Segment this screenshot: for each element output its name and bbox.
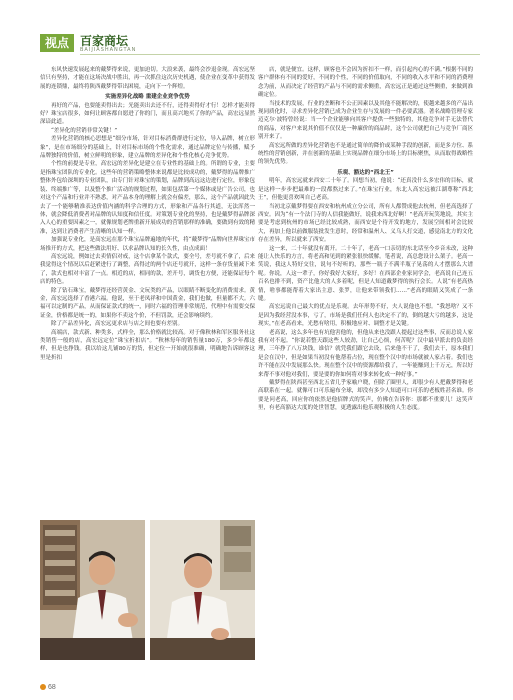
photo-speaking-image	[40, 520, 145, 660]
paragraph: 这一来，二十年就没有离开。二十年了，老高一口亲切的东北话至今乡音未改，这种能让人快乐的方言，将老高和见到的紧张很快缓解。笔者说，高总您设计么架子。老高一笑说，我这人特好交往，说句不好听的，那些一瓶子不满半瓶子晃荡的人才摆那么大谱呢。你说，人这一辈子，你好我好大家好，多好！在西部企业家同学会，老高说自己连五百名也排不到，资产比他大的人多着呢，但是人知道戴梦得的执行会长。人说“有老高热情，啥事都能帮着大家出主意、张罗，让他来带领我们……”老高的眼睛又笑成了一条缝。	[258, 245, 473, 302]
photo-portrait	[150, 520, 255, 660]
paragraph: 个性的前提是专业，高宏远的差异化是建立在专业性的基础上的。所谓的专业，主要是指珠宝团队的专业化。这些年的营销策略整体来说都是比较成功的，戴梦得的品牌推广整体外包给深圳的专业团队，由专门针对珠宝的策划，品牌到高远这边进行定位，形象包装、终端推广等，以及整个推广活动的规划过程，如果包括第一个媒体或是广告公司，也对这个产品和行业并不熟悉，对产品本身的理解上就会有偏差，那么，这个产品就因此失去了一个能够精准表达价值内涵的科学合理的方式，形象和产品各行其道，无法浑然一体，就会降低消费者对品牌的认知度和信任度。对策划专业化的坚持，也是戴梦得品牌深入人心的重要因素之一，就像规划老牌重新开展成功的营销那样的准确，要做到有效的精准，达到让消费者产生清晰的认知一样。	[40, 161, 255, 235]
paragraph: 再好的产品，也要能卖得出去；光能卖出去还不行，还得卖得好才行！怎样才能卖得好？珠宝店很多，如何让顾客都自愿进了你的门，而且高兴地买了你的产品，高宏远显然深谙此道。	[40, 102, 255, 126]
paragraph: 东风快速发展起来的戴梦得来说，更加迫切。大浪来袭，最终会沙退金现。高宏远坚信只有坚持，才能在这场决战中胜出，再一次抓住这次历史机遇，使企业在变革中获得发展的连锁鼎，最终将陕西戴梦得带出困境，走向下一个辉煌。	[40, 67, 255, 90]
page-number-text: 68	[48, 684, 56, 691]
paragraph: “差异化的营销非常关键！”	[51, 127, 118, 134]
right-column	[258, 66, 473, 696]
paragraph: 除了产品差异化，高宏远更求店与店之间也要有差别。	[51, 321, 184, 328]
paragraph: 当技术的发展，行业的垄断和不公正因素以及其他不能解决的，使越来越多的产品出现同质化时，寻求差异化营销已成为企业生存与发展的一件必要武器。著名战略管理专家迈克尔·波特曾经说：当一个企业能够向其客户提供一些独特的，其他竞争对手无法替代的商品，对客户来说其价值不仅仅是一种廉价的商品时，这个公司就把自己与竞争厂商区别开来了。	[258, 100, 473, 141]
page-dot-icon	[40, 684, 46, 690]
paragraph: 戴梦得在陕西甚至西北五省几乎家喻户晓，但除了圈里人，却很少有人把戴梦得和老高联系在一起。就像可口可乐遍布全球，却没有多少人知道可口可乐的老板姓甚名谁。你要是问老高，回应你的依然是他招牌式的笑声，仿佛在告诉你：那都不重要儿！这笑声里，有老高豁达大度的处世智慧，更透露出他乐观积极的人生态度。	[258, 380, 473, 412]
paragraph: 明年，高宏远就来西安二十年了。回想当初，他说：“还真没什么多宏伟的目标，就是这样一步步把最难的一段都熬过来了。”在珠宝行业，东北人高宏远被江湖尊称“西北王”，但他更喜欢叫自己老高。	[258, 178, 473, 202]
subheading: 实施差异化战略 重建企业竞争优势	[105, 94, 190, 101]
header-rule	[80, 54, 480, 55]
subheading: 乐观、豁达的“西北王”	[337, 169, 394, 176]
paragraph: 高宏远所做的差异化营销也不是通过简单的降价或某种手段的创新，而是多方位、系统性的营销创新，并在创新的基础上实现品牌在细分市场上的目标聚焦，从而取得战略性的领先优势。	[258, 142, 473, 166]
column-title: 百家商坛	[80, 34, 129, 48]
paragraph: 店，就是便宜。这样，顾客也不会因为折扣不一样，而引起内心的不满。”根据不同的客户群体有不同的爱好，不同的个性，不同的价值取向，不同的收入水平和不同的消费理念为前，从而决定了经营的产品与不同的需求侧重，高宏远正是通过这些侧重，来做到准确定位。	[258, 67, 473, 99]
photo-portrait-image	[150, 520, 255, 660]
paragraph: 差异化营销的核心思想是“细分市场，针对目标消费群进行定位，导入品牌，树立形象”，是在市场细分的基础上，针对目标市场的个性化需求，通过品牌定位与传播，赋予品牌独特的价值，树立鲜明的形象，建立品牌的差异化和个性化核心竞争优势。	[40, 136, 255, 160]
paragraph: 高宏远说自己最大的优点是乐观。去年形势不好，夫人说他也不想。“我怒啥？又不是因为我经营没本事，亏了，市场是我们任何人也决定不了的，倒的越大亏的越多，这是现实，”在老高看来，光愁有啥用，积极地应对、调整才是关键。	[258, 304, 473, 328]
photo-speaking	[40, 520, 145, 660]
page-number	[40, 684, 56, 691]
paragraph: 当初北京戴梦得要在西安和杭州成立分公司，所有人都赞成他去杭州，但老高选择了西安。因为“有一个法门寺的人信我能做好，说我来西北好啊！”老高开玩笑地说，其实主要是考虑到杭州的市场已经比较成熟，而西安是个待开发的地方，发展空间相对会比较大，再加上他以前做服装批发生意时，经常和温州人、义乌人打交道，感觉南北方的文化存在差异，所以就来了西安。	[258, 203, 473, 244]
paragraph: 加强说专业化，是高宏远在那个珠宝品牌遍地的年代，将“戴梦得”品牌向世界珠宝市场推开的方式，把这些做法用好、以求品牌认知的长久性，由点成面！	[40, 237, 255, 252]
paragraph: 高宏远说，例如过去卖情侣对戒，这个店拿某个款式，要全号，差号就不拿了，后来我觉得这个情况以后赶紧进行了调整，高得过的两个店还号就开，这样一条存货量减下来了，款式也相对丰富了一点。相近的店，相同的款，差开号，调货也方便，还能保证每个店的特色。	[40, 253, 255, 286]
paragraph: 除了钻石珠宝，戴梦得还经营黄金、文玩类的产品，以眼睛不断变化的消费需求。黄金，高宏远选择了香港六福。他说，至于老凤祥和中国黄金，我们也做，但量都不大。六福可以定制的产品，从而保证款式的统一，同时六福的管理非常规范，代理中有需要交保证金，价格都是统一的，如果你不卖这个价，不但罚款，还会影响续约。	[40, 287, 255, 319]
paragraph: 老高说，这么多年也有坑他害他的，但他从来也没跟人提起过这些事，反而总说人家我有对不起。“你说若整天跟这些人较劲，让自己心烦，何苦呢？汉中最早派去的负责经理，三年挣了八万块钱，谁信？就凭我们跟它去设，后来他不干了，我们去干，原本我们是会在汉中，但是如果当初没有他帮着占位，现在整个汉中的市场就被人家占着。我们也许不能在汉中发展那么快。现在整个汉中的资源都给我了，一年能赚到上千万元，所以好来帮不事对他对我们，要是要的你如何将对事来转化成一种好事。”	[258, 329, 473, 378]
section-tag: 视点	[40, 34, 74, 52]
paragraph: 高端店，款式新、种类多，式样全，那么价格就比较高。对于像秋林和军区服务社这类销售一般的店，高宏远定位“珠宝折扣店”。“秋林每年的销售量180万，多少年都这样，但是也挣钱。我以给这儿铺80万的货，但定位一开始就很准确，明确地告诉顾客这里是折扣	[40, 329, 255, 361]
column-subtitle: BAIJIASHANGTAN	[80, 47, 137, 53]
header	[40, 32, 480, 54]
left-column	[40, 66, 255, 516]
